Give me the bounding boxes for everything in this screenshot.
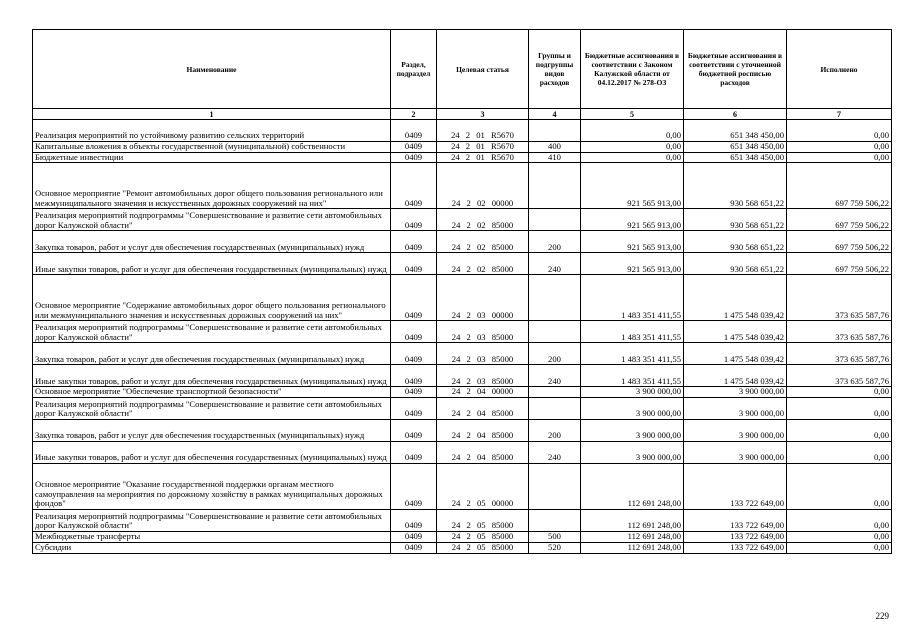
row-target: 24 2 02 85000 [437,231,529,253]
row-name: Иные закупки товаров, работ и услуг для обеспечения государственных (муниципальных) нужд [33,365,391,387]
row-target: 24 2 04 85000 [437,420,529,442]
row-refined-amount: 930 568 651,22 [684,209,787,231]
row-target: 24 2 05 85000 [437,510,529,532]
row-executed-amount: 0,00 [787,398,892,420]
row-refined-amount: 1 475 548 039,42 [684,343,787,365]
row-law-amount: 3 900 000,00 [581,442,684,464]
row-group [529,321,581,343]
row-group: 520 [529,542,581,553]
row-executed-amount: 0,00 [787,420,892,442]
row-refined-amount: 3 900 000,00 [684,387,787,398]
row-target: 24 2 03 85000 [437,321,529,343]
row-law-amount: 3 900 000,00 [581,387,684,398]
header-name: Наименование [33,30,391,109]
row-group: 200 [529,343,581,365]
row-group [529,398,581,420]
row-refined-amount: 930 568 651,22 [684,253,787,275]
row-name: Межбюджетные трансферты [33,532,391,543]
row-target: 24 2 02 85000 [437,209,529,231]
row-law-amount: 112 691 248,00 [581,510,684,532]
row-section: 0409 [391,142,437,153]
row-executed-amount: 0,00 [787,510,892,532]
row-refined-amount: 133 722 649,00 [684,510,787,532]
row-executed-amount: 373 635 587,76 [787,275,892,321]
row-target: 24 2 05 85000 [437,542,529,553]
row-group [529,464,581,510]
header-law: Бюджетные ассигнования в соответствии с Законом Калужской области от 04.12.2017 № 278-ОЗ [581,30,684,109]
table-row [33,398,892,420]
row-executed-amount: 0,00 [787,442,892,464]
row-law-amount: 112 691 248,00 [581,464,684,510]
table-row [33,120,892,142]
row-name: Закупка товаров, работ и услуг для обеспечения государственных (муниципальных) нужд [33,231,391,253]
row-section: 0409 [391,532,437,543]
table-body [33,120,892,554]
row-refined-amount: 651 348 450,00 [684,142,787,153]
row-target: 24 2 02 85000 [437,253,529,275]
row-name: Реализация мероприятий подпрограммы "Совершенствование и развитие сети автомобильных дорог Калужской области" [33,209,391,231]
header-section: Раздел, подраздел [391,30,437,109]
row-refined-amount: 651 348 450,00 [684,152,787,163]
row-target: 24 2 01 R5670 [437,142,529,153]
header-executed: Исполнено [787,30,892,109]
table-row [33,231,892,253]
row-refined-amount: 651 348 450,00 [684,120,787,142]
column-number: 2 [391,109,437,120]
column-number: 3 [437,109,529,120]
row-refined-amount: 1 475 548 039,42 [684,275,787,321]
table-row [33,387,892,398]
row-refined-amount: 3 900 000,00 [684,398,787,420]
column-number: 6 [684,109,787,120]
row-refined-amount: 3 900 000,00 [684,442,787,464]
table-row [33,253,892,275]
row-group [529,510,581,532]
row-name: Реализация мероприятий по устойчивому развитию сельских территорий [33,120,391,142]
row-name: Основное мероприятие "Содержание автомобильных дорог общего пользования регионального или межмуниципального значения и искусственных дорожных сооружений на них" [33,275,391,321]
row-refined-amount: 133 722 649,00 [684,464,787,510]
row-section: 0409 [391,510,437,532]
row-target: 24 2 04 00000 [437,387,529,398]
table-row [33,442,892,464]
row-executed-amount: 373 635 587,76 [787,365,892,387]
row-executed-amount: 697 759 506,22 [787,253,892,275]
row-name: Закупка товаров, работ и услуг для обеспечения государственных (муниципальных) нужд [33,343,391,365]
row-group: 240 [529,253,581,275]
table-row [33,142,892,153]
row-name: Реализация мероприятий подпрограммы "Совершенствование и развитие сети автомобильных дорог Калужской области" [33,321,391,343]
row-target: 24 2 01 R5670 [437,152,529,163]
row-section: 0409 [391,152,437,163]
row-name: Субсидии [33,542,391,553]
row-name: Основное мероприятие "Оказание государственной поддержки органам местного самоуправления на мероприятия по дорожному хозяйству в рамках муниципальных дорожных фондов" [33,464,391,510]
row-name: Реализация мероприятий подпрограммы "Совершенствование и развитие сети автомобильных дорог Калужской области" [33,398,391,420]
page-number: 229 [875,611,889,621]
row-refined-amount: 1 475 548 039,42 [684,321,787,343]
row-group: 400 [529,142,581,153]
row-law-amount: 112 691 248,00 [581,532,684,543]
column-number: 5 [581,109,684,120]
row-section: 0409 [391,253,437,275]
header-group: Группы и подгруппы видов расходов [529,30,581,109]
row-group [529,387,581,398]
row-target: 24 2 03 85000 [437,343,529,365]
row-section: 0409 [391,321,437,343]
row-refined-amount: 930 568 651,22 [684,231,787,253]
row-target: 24 2 01 R5670 [437,120,529,142]
row-name: Реализация мероприятий подпрограммы "Совершенствование и развитие сети автомобильных дорог Калужской области" [33,510,391,532]
row-group: 410 [529,152,581,163]
row-section: 0409 [391,343,437,365]
row-executed-amount: 0,00 [787,542,892,553]
row-refined-amount: 930 568 651,22 [684,163,787,209]
row-law-amount: 3 900 000,00 [581,420,684,442]
row-executed-amount: 697 759 506,22 [787,231,892,253]
table-row [33,163,892,209]
row-target: 24 2 02 00000 [437,163,529,209]
row-group: 240 [529,365,581,387]
row-refined-amount: 3 900 000,00 [684,420,787,442]
row-law-amount: 921 565 913,00 [581,163,684,209]
row-section: 0409 [391,365,437,387]
row-section: 0409 [391,120,437,142]
table-row [33,365,892,387]
table-row [33,420,892,442]
row-executed-amount: 697 759 506,22 [787,209,892,231]
row-group: 240 [529,442,581,464]
row-name: Закупка товаров, работ и услуг для обеспечения государственных (муниципальных) нужд [33,420,391,442]
row-group: 200 [529,231,581,253]
row-group [529,209,581,231]
row-target: 24 2 05 85000 [437,532,529,543]
row-section: 0409 [391,275,437,321]
row-section: 0409 [391,398,437,420]
row-section: 0409 [391,464,437,510]
row-section: 0409 [391,209,437,231]
header-refined: Бюджетные ассигнования в соответствии с уточненной бюджетной росписью расходов [684,30,787,109]
row-executed-amount: 0,00 [787,142,892,153]
row-group: 500 [529,532,581,543]
row-refined-amount: 1 475 548 039,42 [684,365,787,387]
row-law-amount: 0,00 [581,142,684,153]
row-name: Бюджетные инвестиции [33,152,391,163]
row-executed-amount: 0,00 [787,532,892,543]
row-law-amount: 1 483 351 411,55 [581,275,684,321]
table-row [33,532,892,543]
row-section: 0409 [391,163,437,209]
row-law-amount: 0,00 [581,152,684,163]
row-group [529,120,581,142]
column-number: 1 [33,109,391,120]
row-group [529,275,581,321]
row-group [529,163,581,209]
row-target: 24 2 05 00000 [437,464,529,510]
row-section: 0409 [391,387,437,398]
row-law-amount: 921 565 913,00 [581,253,684,275]
table-row [33,275,892,321]
row-law-amount: 0,00 [581,120,684,142]
row-section: 0409 [391,442,437,464]
table-row [33,510,892,532]
row-refined-amount: 133 722 649,00 [684,532,787,543]
table-row [33,152,892,163]
row-executed-amount: 0,00 [787,120,892,142]
row-executed-amount: 0,00 [787,387,892,398]
row-law-amount: 1 483 351 411,55 [581,343,684,365]
row-target: 24 2 03 85000 [437,365,529,387]
row-law-amount: 921 565 913,00 [581,231,684,253]
row-law-amount: 3 900 000,00 [581,398,684,420]
column-number: 7 [787,109,892,120]
row-law-amount: 112 691 248,00 [581,542,684,553]
row-executed-amount: 373 635 587,76 [787,343,892,365]
row-name: Иные закупки товаров, работ и услуг для обеспечения государственных (муниципальных) нужд [33,442,391,464]
row-target: 24 2 04 85000 [437,398,529,420]
row-group: 200 [529,420,581,442]
column-number: 4 [529,109,581,120]
row-target: 24 2 04 85000 [437,442,529,464]
table-row [33,343,892,365]
table-row [33,542,892,553]
row-name: Основное мероприятие "Ремонт автомобильных дорог общего пользования регионального или межмуниципального значения и искусственных дорожных сооружений на них" [33,163,391,209]
row-law-amount: 1 483 351 411,55 [581,321,684,343]
header-target: Целевая статья [437,30,529,109]
row-law-amount: 1 483 351 411,55 [581,365,684,387]
table-row [33,321,892,343]
row-executed-amount: 697 759 506,22 [787,163,892,209]
row-target: 24 2 03 00000 [437,275,529,321]
table-row [33,464,892,510]
row-section: 0409 [391,542,437,553]
row-refined-amount: 133 722 649,00 [684,542,787,553]
row-executed-amount: 0,00 [787,152,892,163]
row-name: Основное мероприятие "Обеспечение транспортной безопасности" [33,387,391,398]
row-section: 0409 [391,420,437,442]
row-executed-amount: 0,00 [787,464,892,510]
table-row [33,209,892,231]
row-name: Капитальные вложения в объекты государственной (муниципальной) собственности [33,142,391,153]
row-section: 0409 [391,231,437,253]
row-law-amount: 921 565 913,00 [581,209,684,231]
row-name: Иные закупки товаров, работ и услуг для обеспечения государственных (муниципальных) нужд [33,253,391,275]
budget-table [32,29,892,554]
row-executed-amount: 373 635 587,76 [787,321,892,343]
